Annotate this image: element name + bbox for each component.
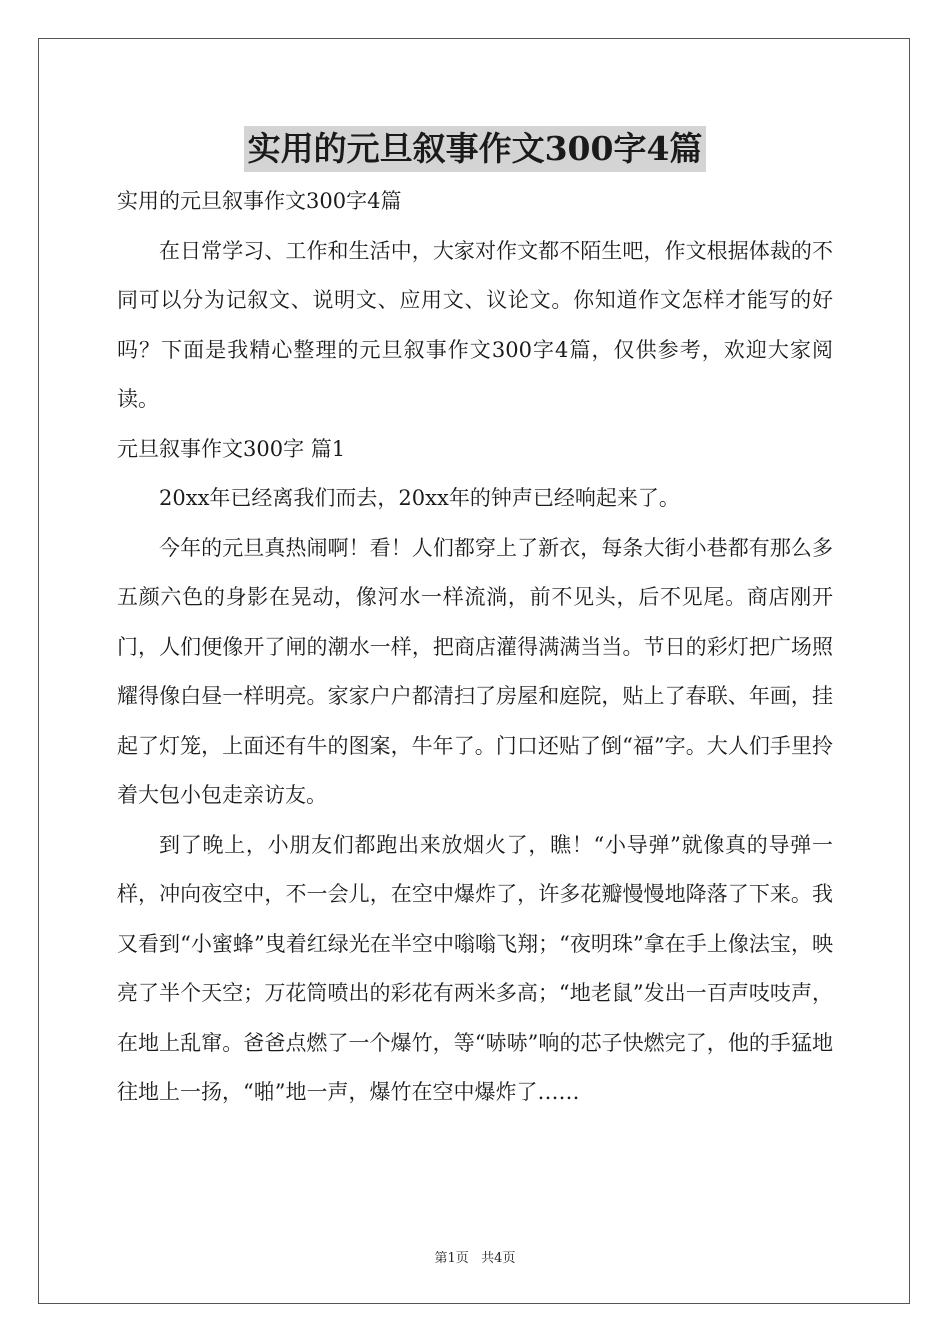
section-heading: 元旦叙事作文300字 篇1	[117, 436, 346, 461]
page-footer	[0, 1247, 950, 1266]
document-body	[117, 177, 833, 1118]
body-paragraph: 今年的元旦真热闹啊！看！人们都穿上了新衣，每条大街小巷都有那么多五颜六色的身影在晃动，像河水一样流淌，前不见头，后不见尾。商店刚开门，人们便像开了闸的潮水一样，把商店灌得满满当当。节日的彩灯把广场照耀得像白昼一样明亮。家家户户都清扫了房屋和庭院，贴上了春联、年画，挂起了灯笼，上面还有牛的图案，牛年了。门口还贴了倒“福”字。大人们手里拎着大包小包走亲访友。	[117, 535, 833, 807]
body-paragraph: 20xx年已经离我们而去，20xx年的钟声已经响起来了。	[159, 486, 680, 510]
title-container	[0, 126, 950, 172]
body-paragraph: 到了晚上，小朋友们都跑出来放烟火了，瞧！“小导弹”就像真的导弹一样，冲向夜空中，不一会儿，在空中爆炸了，许多花瓣慢慢地降落了下来。我又看到“小蜜蜂”曳着红绿光在半空中嗡嗡飞翔；“夜明珠”拿在手上像法宝，映亮了半个天空；万花筒喷出的彩花有两米多高；“地老鼠”发出一百声吱吱声，在地上乱窜。爸爸点燃了一个爆竹，等“哧哧”响的芯子快燃完了，他的手猛地往地上一扬，“啪”地一声，爆竹在空中爆炸了……	[117, 832, 833, 1104]
document-subtitle: 实用的元旦叙事作文300字4篇	[117, 189, 402, 213]
intro-paragraph: 在日常学习、工作和生活中，大家对作文都不陌生吧，作文根据体裁的不同可以分为记叙文、说明文、应用文、议论文。你知道作文怎样才能写的好吗？下面是我精心整理的元旦叙事作文300字4篇，仅供参考，欢迎大家阅读。	[117, 238, 833, 411]
page-number: 第1页 共4页	[434, 1251, 516, 1266]
document-title: 实用的元旦叙事作文300字4篇	[244, 126, 707, 172]
